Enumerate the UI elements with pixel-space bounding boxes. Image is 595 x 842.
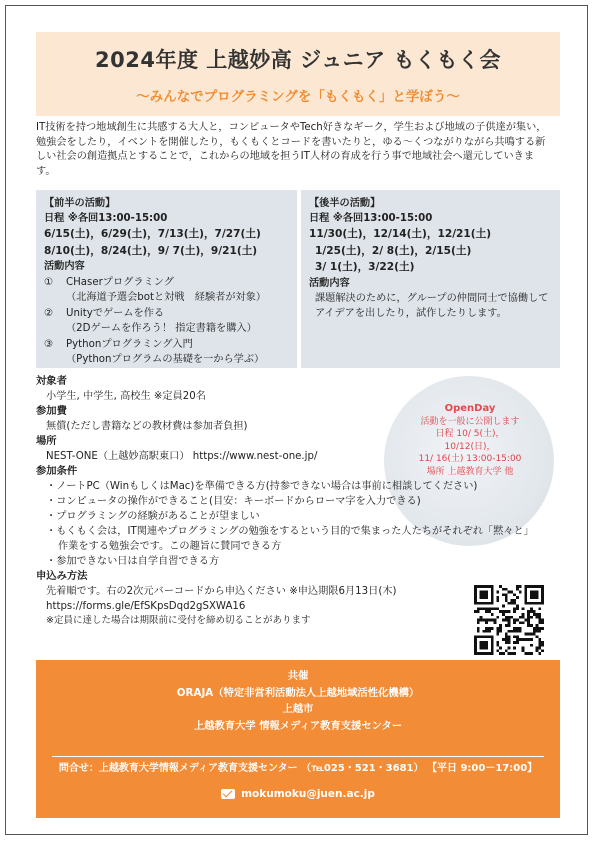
target-heading: 対象者 bbox=[36, 375, 67, 387]
first-half-content-heading: 活動内容 bbox=[44, 261, 85, 272]
first-half-dates-2: 8/10(土)，8/24(土)，9/ 7(土)，9/21(土) bbox=[44, 244, 258, 257]
page-title: 2024年度 上越妙高 ジュニア もくもく会 bbox=[95, 48, 501, 72]
organizer-2: 上越市 bbox=[282, 703, 314, 715]
apply-heading: 申込み方法 bbox=[36, 570, 88, 582]
host-label: 共催 bbox=[287, 670, 309, 682]
openday-line-4: 場所 上越教育大学 他 bbox=[426, 466, 514, 477]
footer-divider bbox=[52, 756, 544, 757]
qr-code[interactable] bbox=[474, 585, 544, 655]
organizer-1: ORAJA（特定非営利活動法人上越地域活性化機構） bbox=[176, 686, 420, 699]
page-subtitle: 〜みんなでプログラミングを「もくもく」と学ぼう〜 bbox=[136, 89, 460, 105]
openday-line-3: 11/ 16(土) 13:00-15:00 bbox=[418, 454, 522, 464]
fee-text: 無償(ただし書籍などの教材費は参加者負担) bbox=[46, 421, 248, 432]
activity-item: ② Unityでゲームを作る （2Dゲームを作ろう！ 指定書籍を購入） bbox=[44, 308, 257, 334]
header-banner bbox=[36, 32, 560, 116]
conditions-list bbox=[36, 479, 560, 569]
list-item: ・ 参加できない日は自学自習できる方 bbox=[46, 554, 560, 569]
first-half-schedule: 日程 ※各回13:00-15:00 bbox=[44, 213, 168, 224]
mail-icon bbox=[221, 789, 235, 799]
openday-title: OpenDay bbox=[444, 403, 496, 414]
list-item: ・ プログラミングの経験があることが望ましい bbox=[46, 509, 560, 524]
contact-info: 問合せ：上越教育大学情報メディア教育支援センター （℡025・521・3681） 【平日 9:00－17:00】 bbox=[58, 763, 538, 774]
second-half-content: 課題解決のために，グループの仲間同士で協働してアイデアを出したり，試作したりします。 bbox=[315, 292, 549, 319]
email-link[interactable]: mokumoku@juen.ac.jp bbox=[241, 788, 375, 800]
second-half-dates-1: 11/30(土)，12/14(土)，12/21(土) bbox=[309, 228, 492, 240]
list-item: ・ ノートPC（WinもしくはMac)を準備できる方(持参できない場合は事前に相談してください) bbox=[46, 479, 560, 494]
second-half-heading: 【後半の活動】 bbox=[309, 198, 381, 209]
target-text: 小学生, 中学生, 高校生 ※定員20名 bbox=[46, 391, 206, 402]
list-item: ・ もくもく会は，IT関連やプログラミングの勉強をするという目的で集まった人たちがそれぞれ「黙々と」 bbox=[46, 524, 560, 539]
second-half-dates-2: 1/25(土)，2/ 8(土)，2/15(土) bbox=[315, 244, 472, 257]
first-half-heading: 【前半の活動】 bbox=[44, 198, 116, 209]
fee-heading: 参加費 bbox=[36, 405, 67, 417]
apply-note: ※定員に達した場合は期限前に受付を締め切ることがあります bbox=[46, 615, 311, 626]
place-heading: 場所 bbox=[36, 435, 57, 447]
second-half-dates-3: 3/ 1(土)，3/22(土) bbox=[315, 261, 415, 273]
intro-text: IT技術を持つ地域創生に共感する大人と，コンピュータやTech好きなギーク，学生および地域の子供達が集い，勉強会をしたり，イベントを開催したり，もくもくとコードを書いたりと，ゆる〜くつながりながら共鳴する新しい社会の創造拠点とすることで，これからの地域を担うIT人材の育成を行う事で地域社会へ還元していきます。 bbox=[36, 122, 547, 177]
list-item: ・ コンピュータの操作ができること(目安：キーボードからローマ字を入力できる) bbox=[46, 494, 560, 509]
openday-line-2: 日程 10/ 5(土)，10/12(日)， bbox=[435, 429, 505, 452]
second-half-schedule: 日程 ※各回13:00-15:00 bbox=[309, 213, 433, 224]
organizer-3: 上越教育大学 情報メディア教育支援センター bbox=[193, 719, 403, 732]
condition-continuation: 作業をする勉強会です。この趣旨に賛同できる方 bbox=[58, 541, 282, 552]
footer-banner bbox=[36, 660, 560, 818]
activity-item: ① CHaserプログラミング （北海道予選会botと対戦 経験者が対象） bbox=[44, 277, 267, 303]
apply-text: 先着順です。右の2次元バーコードから申込ください ※申込期限6月13日(木) bbox=[46, 586, 397, 597]
conditions-heading: 参加条件 bbox=[36, 465, 78, 477]
first-half-panel bbox=[36, 190, 297, 368]
activity-item: ③ Pythonプログラミング入門 （Pythonプログラムの基礎を一から学ぶ） bbox=[44, 339, 265, 365]
second-half-panel bbox=[301, 190, 560, 368]
openday-line-1: 活動を一般に公開します bbox=[420, 416, 520, 427]
first-half-dates-1: 6/15(土)，6/29(土)，7/13(土)，7/27(土) bbox=[44, 228, 261, 240]
place-text[interactable]: NEST-ONE（上越妙高駅東口） https://www.nest-one.jp/ bbox=[46, 451, 318, 462]
second-half-content-heading: 活動内容 bbox=[309, 277, 350, 289]
apply-url-link[interactable]: https://forms.gle/EfSKpsDqd2gSXWA16 bbox=[46, 601, 246, 612]
